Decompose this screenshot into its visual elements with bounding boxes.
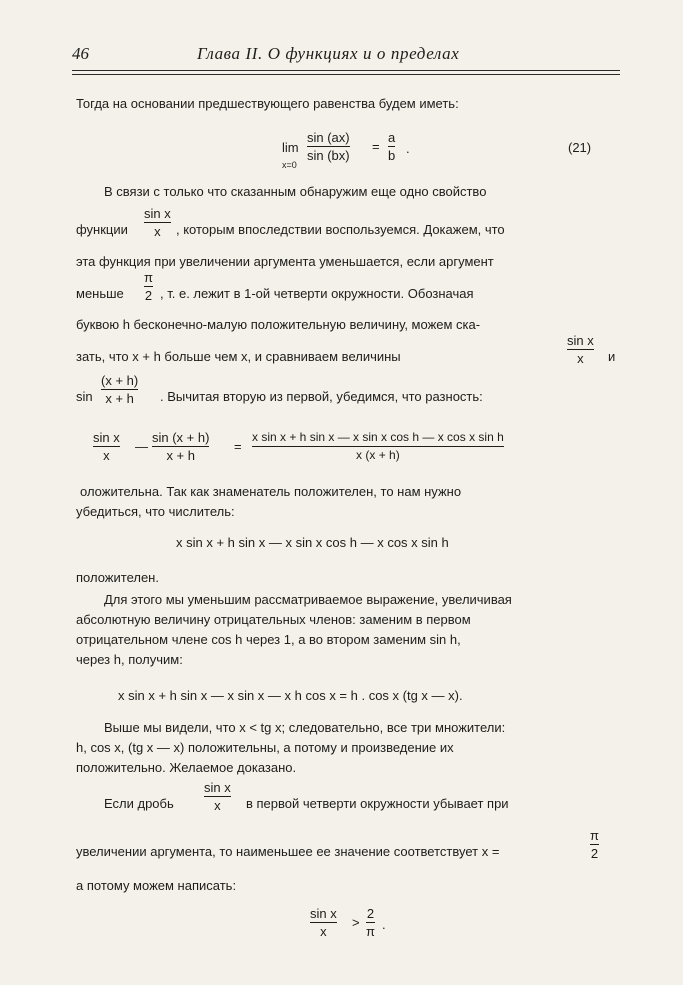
paragraph-line: , которым впоследствии воспользуемся. Докажем, что <box>176 222 505 237</box>
fraction-denominator: x + h <box>166 448 195 463</box>
equation-period: . <box>406 141 410 156</box>
paragraph-line: оложительна. Так как знаменатель положителен, то нам нужно <box>80 484 462 499</box>
fraction-denominator: x <box>320 924 327 939</box>
fraction-bar <box>152 446 209 447</box>
paragraph-line: Выше мы видели, что x < tg x; следовательно, все три множители: <box>104 720 506 735</box>
fraction-bar <box>310 922 337 923</box>
paragraph-line: . Вычитая вторую из первой, убедимся, что разность: <box>160 389 483 404</box>
fraction-denominator: x <box>103 448 110 463</box>
page-header <box>72 44 616 66</box>
page-number: 46 <box>72 44 89 63</box>
paragraph-word: и <box>608 349 616 364</box>
fraction-numerator: x sin x + h sin x — x sin x cos h — x cos x sin h <box>252 430 504 444</box>
fraction-numerator: sin (x + h) <box>152 430 210 445</box>
paragraph-line: Тогда на основании предшествующего равенства будем иметь: <box>76 96 459 111</box>
equation-result: x sin x + h sin x — x sin x — x h cos x = h . cos x (tg x — x). <box>118 688 463 703</box>
fraction-sin-ax-bx <box>307 130 350 163</box>
equation-numerator: x sin x + h sin x — x sin x cos h — x cos x sin h <box>176 535 449 550</box>
paragraph-line: функции <box>76 222 128 237</box>
fraction-denominator: x <box>577 351 584 366</box>
paragraph-line: h, cos x, (tg x — x) положительны, а потому и произведение их <box>76 740 454 755</box>
greater-than-sign: > <box>352 915 360 930</box>
fraction-bar <box>144 222 171 223</box>
lim-operator: lim <box>282 140 299 155</box>
fraction-numerator: a <box>388 130 396 145</box>
header-rule-thin <box>72 74 620 75</box>
fraction-sinx-x <box>567 333 594 366</box>
fraction-denominator: b <box>388 148 396 163</box>
fraction-sinx-x <box>204 780 231 813</box>
equals-sign: = <box>372 139 380 154</box>
fraction-bar <box>204 796 231 797</box>
paragraph-line: буквою h бесконечно-малую положительную величину, можем ска- <box>76 317 481 332</box>
fraction-numerator: (x + h) <box>101 373 139 388</box>
paragraph-line: в первой четверти окружности убывает при <box>246 796 509 811</box>
fraction-numerator: sin x <box>93 430 120 445</box>
equation-period: . <box>382 917 386 932</box>
fraction-bar <box>307 146 350 147</box>
fraction-denominator: x + h <box>105 391 134 406</box>
paragraph-line: В связи с только что сказанным обнаружим еще одно свойство <box>104 184 487 199</box>
fraction-bar <box>101 389 138 390</box>
fraction-sin-xh <box>152 430 209 463</box>
fraction-bar <box>567 349 594 350</box>
fraction-bar <box>144 286 153 287</box>
paragraph-line: абсолютную величину отрицательных членов: заменим в первом <box>76 612 471 627</box>
fraction-denominator: x <box>214 798 221 813</box>
chapter-title: Глава II. О функциях и о пределах <box>197 44 460 63</box>
fraction-numerator: π <box>144 270 153 285</box>
paragraph-line: отрицательном члене cos h через 1, а во втором заменим sin h, <box>76 632 461 647</box>
fraction-sinx-x <box>93 430 120 463</box>
fraction-denominator: π <box>366 924 375 939</box>
fraction-numerator: sin x <box>144 206 171 221</box>
header-rule <box>72 70 620 71</box>
fraction-denominator: x (x + h) <box>356 448 400 462</box>
fraction-numerator: 2 <box>366 906 375 921</box>
paragraph-line: через h, получим: <box>76 652 183 667</box>
paragraph-line: , т. е. лежит в 1-ой четверти окружности. Обозначая <box>160 286 474 301</box>
fraction-denominator: x <box>154 224 161 239</box>
paragraph-line: убедиться, что числитель: <box>76 504 235 519</box>
paragraph-line: эта функция при увеличении аргумента уменьшается, если аргумент <box>76 254 494 269</box>
fraction-2-pi <box>366 906 375 939</box>
paragraph-line: меньше <box>76 286 124 301</box>
minus-sign: — <box>135 439 148 454</box>
fraction-numerator: sin x <box>310 906 337 921</box>
equation-label: (21) <box>568 140 592 155</box>
fraction-combined <box>252 430 504 463</box>
fraction-sin-xh <box>101 373 138 406</box>
fraction-pi-2 <box>590 828 599 861</box>
fraction-bar <box>93 446 120 447</box>
fraction-denominator: sin (bx) <box>307 148 350 163</box>
equals-sign: = <box>234 439 242 454</box>
paragraph-line: положителен. <box>76 570 159 585</box>
paragraph-line: а потому можем написать: <box>76 878 237 893</box>
paragraph-line: зать, что x + h больше чем x, и сравниваем величины <box>76 349 401 364</box>
paragraph-line: положительно. Желаемое доказано. <box>76 760 297 775</box>
fraction-pi-2 <box>144 270 153 303</box>
fraction-denominator: 2 <box>144 288 153 303</box>
fraction-numerator: sin x <box>567 333 594 348</box>
fraction-sinx-x <box>144 206 171 239</box>
paragraph-line: Если дробь <box>104 796 174 811</box>
paragraph-line: sin <box>76 389 93 404</box>
fraction-bar <box>252 446 504 447</box>
fraction-bar <box>590 844 599 845</box>
lim-subscript: x=0 <box>282 160 297 170</box>
fraction-sinx-x <box>310 906 337 939</box>
paragraph-line: Для этого мы уменьшим рассматриваемое выражение, увеличивая <box>104 592 512 607</box>
fraction-bar <box>366 922 375 923</box>
fraction-bar <box>388 146 395 147</box>
fraction-denominator: 2 <box>590 846 599 861</box>
fraction-numerator: π <box>590 828 599 843</box>
fraction-numerator: sin (ax) <box>307 130 350 145</box>
paragraph-line: увеличении аргумента, то наименьшее ее значение соответствует x = <box>76 844 500 859</box>
fraction-numerator: sin x <box>204 780 231 795</box>
fraction-a-b <box>388 130 395 163</box>
